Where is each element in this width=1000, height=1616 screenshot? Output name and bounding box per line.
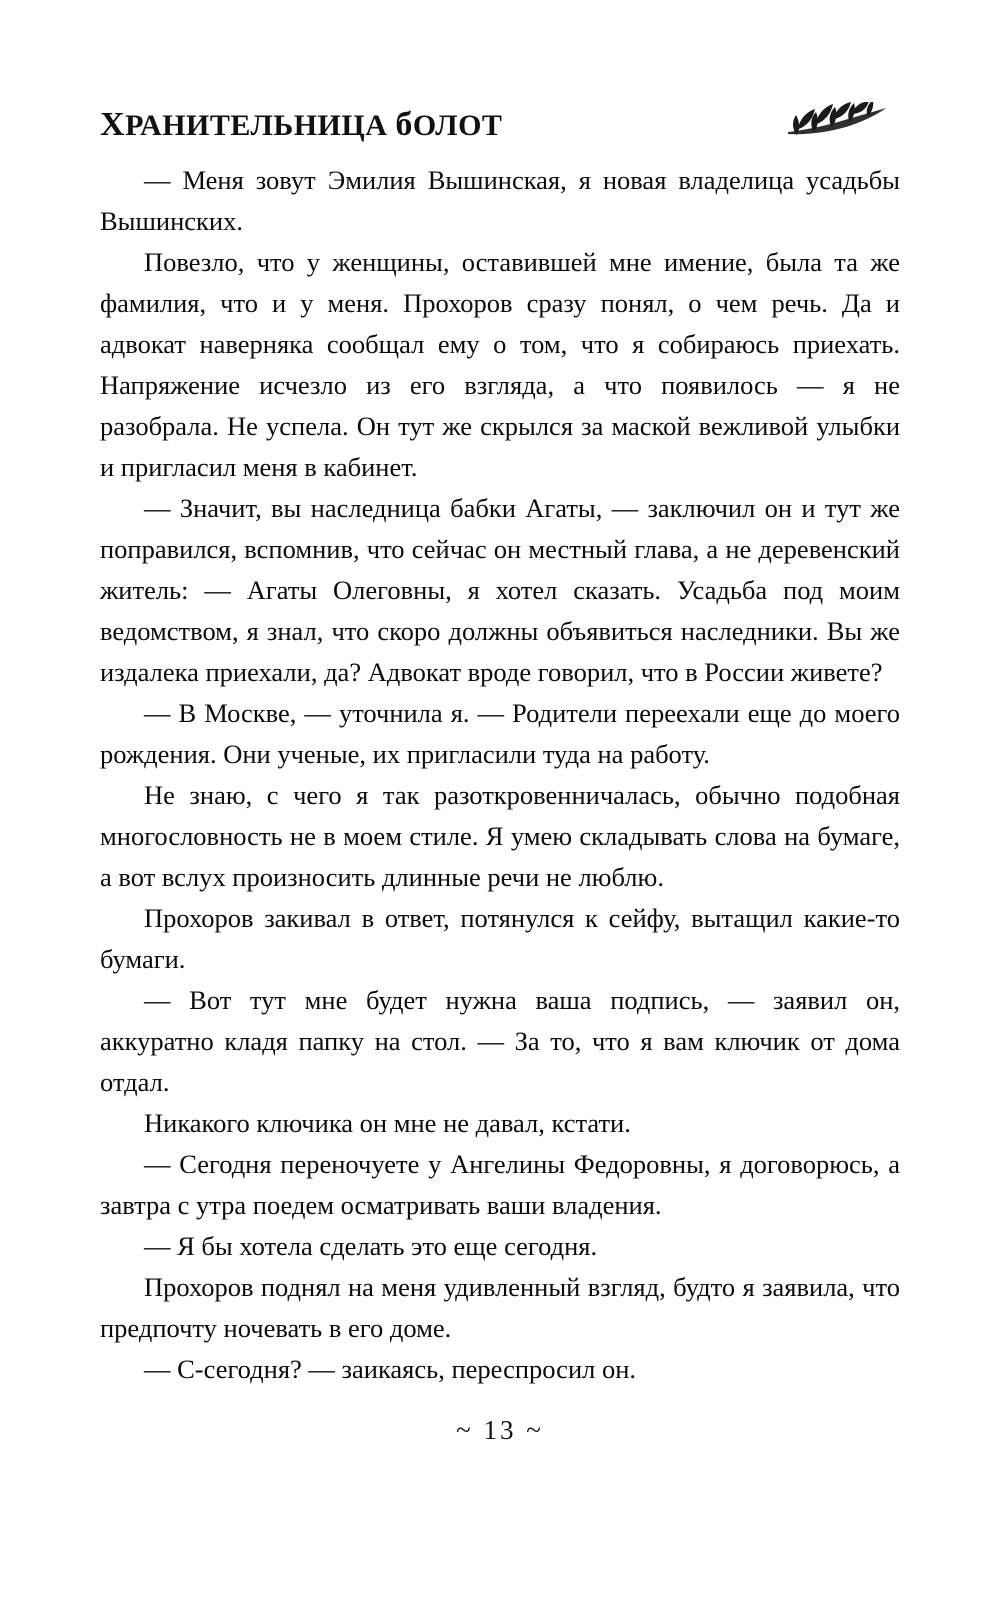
paragraph: Повезло, что у женщины, оставившей мне имение, была та же фамилия, что и у меня. Прохоров сразу понял, о чем речь. Да и адвокат наверняка сообщал ему о том, что я собираюсь приехать. Напряжение исчезло из его взгляда, а что появилось — я не разобрала. Не успела. Он тут же скрылся за маской вежливой улыбки и пригласил меня в кабинет.	[100, 247, 900, 482]
paragraph: — В Москве, — уточнила я. — Родители переехали еще до моего рождения. Они ученые, их пригласили туда на работу.	[100, 698, 900, 769]
paragraph: — Значит, вы наследница бабки Агаты, — заключил он и тут же поправился, вспомнив, что сейчас он местный глава, а не деревенский житель: — Агаты Олеговны, я хотел сказать. Усадьба под моим ведомством, я знал, что скоро должны объявиться наследники. Вы же издалека приехали, да? Адвокат вроде говорил, что в России живете?	[100, 493, 900, 687]
paragraph: — С-сегодня? — заикаясь, переспросил он.	[144, 1354, 637, 1384]
paragraph: — Сегодня переночуете у Ангелины Федоровны, я договорюсь, а завтра с утра поедем осматривать ваши владения.	[100, 1149, 900, 1220]
paragraph: Никакого ключика он мне не давал, кстати.	[144, 1108, 631, 1138]
page-number: ~ 13 ~	[456, 1415, 544, 1445]
page-body-text	[100, 160, 900, 1390]
paragraph: Прохоров поднял на меня удивленный взгляд, будто я заявила, что предпочту ночевать в его доме.	[100, 1272, 900, 1343]
page-header	[100, 95, 900, 155]
paragraph: — Я бы хотела сделать это еще сегодня.	[144, 1231, 598, 1261]
paragraph: Не знаю, с чего я так разоткровенничалась, обычно подобная многословность не в моем стиле. Я умею складывать слова на бумаге, а вот вслух произносить длинные речи не люблю.	[100, 780, 900, 892]
paragraph: — Вот тут мне будет нужна ваша подпись, — заявил он, аккуратно кладя папку на стол. — За то, что я вам ключик от дома отдал.	[100, 985, 900, 1097]
leaf-branch-ornament-icon	[782, 102, 892, 148]
paragraph: — Меня зовут Эмилия Вышинская, я новая владелица усадьбы Вышинских.	[100, 165, 900, 236]
running-title: ХРАНИТЕЛЬНИЦА бОЛОТ	[100, 106, 503, 143]
paragraph: Прохоров закивал в ответ, потянулся к сейфу, вытащил какие-то бумаги.	[100, 903, 900, 974]
